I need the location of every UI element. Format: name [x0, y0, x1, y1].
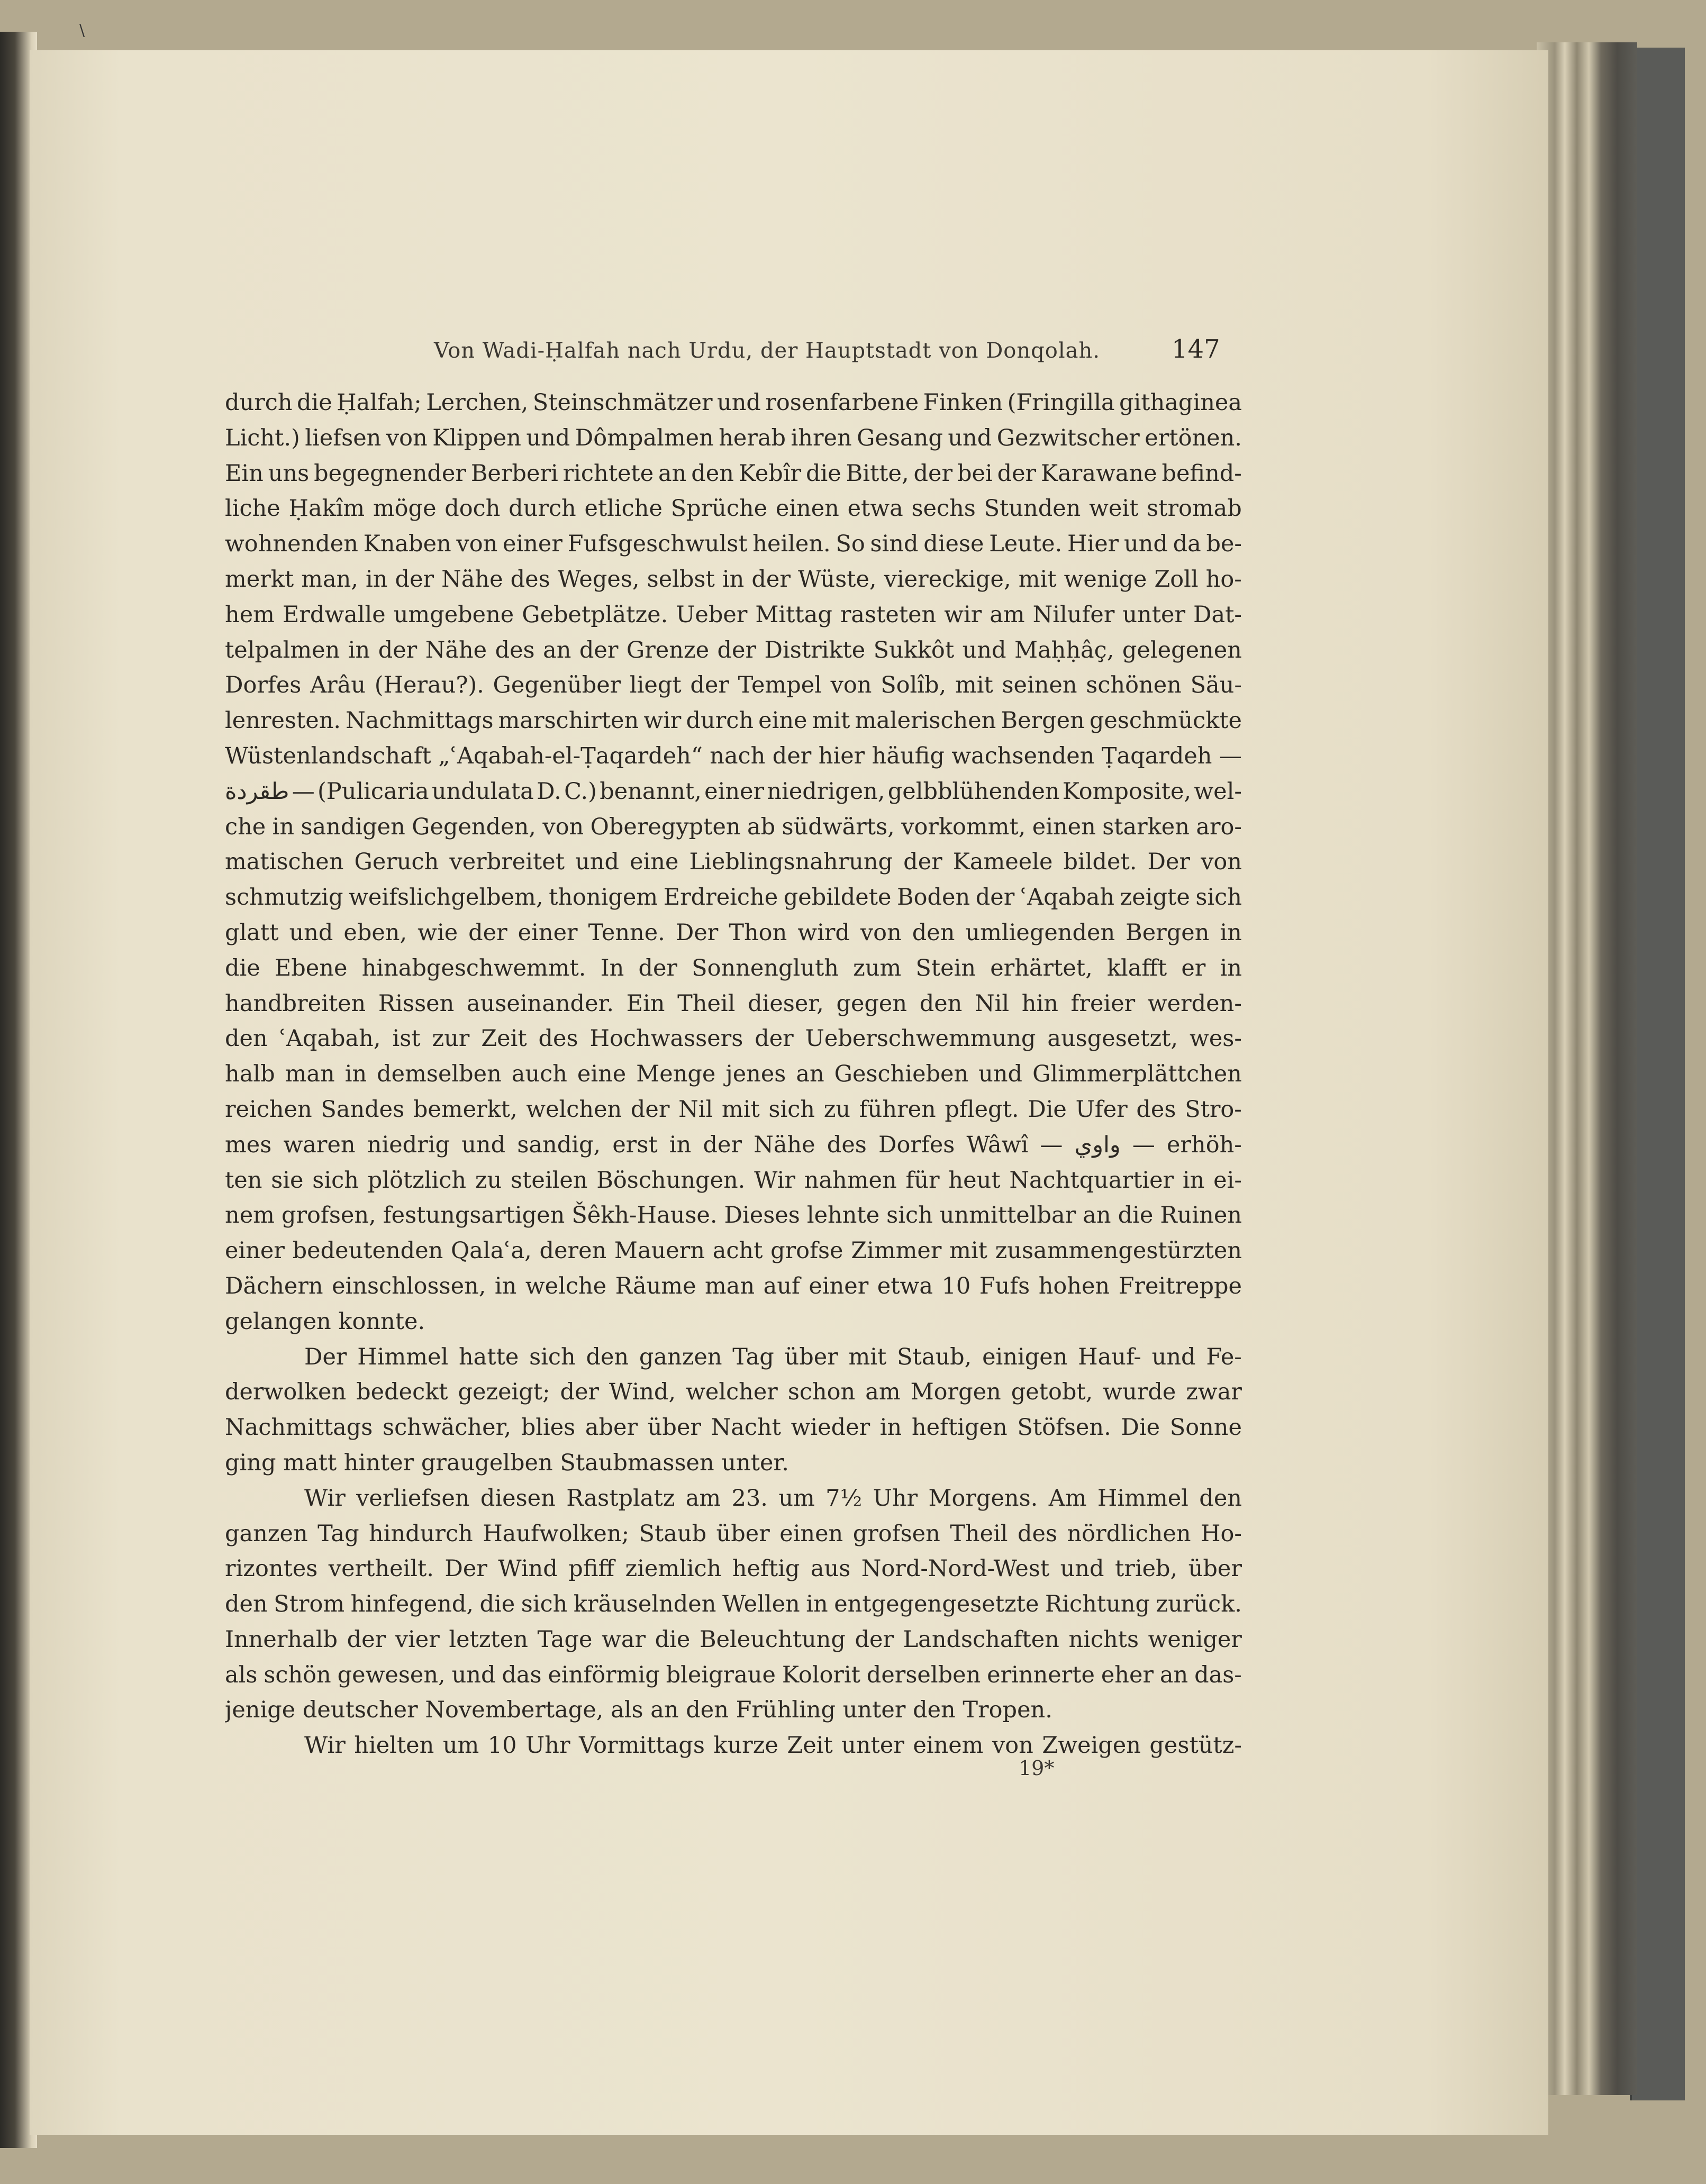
text-line: derwolken bedeckt gezeigt; der Wind, welcher schon am Morgen getobt, wurde zwar	[225, 1379, 1242, 1406]
text-line: halb man in demselben auch eine Menge jenes an Geschieben und Glimmerplättchen	[225, 1061, 1242, 1088]
text-line: als schön gewesen, und das einförmig bleigraue Kolorit derselben erinnerte eher an das-	[225, 1661, 1242, 1688]
text-line: reichen Sandes bemerkt, welchen der Nil mit sich zu führen pflegt. Die Ufer des Stro-	[225, 1096, 1242, 1123]
book-cover-edge	[1630, 48, 1685, 2100]
text-line: jenige deutscher Novembertage, als an den Frühling unter den Tropen.	[225, 1697, 1052, 1724]
text-line: Wir verliefsen diesen Rastplatz am 23. um 7½ Uhr Morgens. Am Himmel den	[304, 1485, 1242, 1512]
page-stack-edge	[1537, 42, 1637, 2095]
text-line: den ʿAqabah, ist zur Zeit des Hochwassers der Ueberschwemmung ausgesetzt, wes-	[225, 1025, 1242, 1052]
body-text	[225, 385, 1242, 1763]
text-line: Licht.) liefsen von Klippen und Dômpalmen herab ihren Gesang und Gezwitscher ertönen.	[225, 424, 1242, 451]
scan-mark: \	[79, 21, 85, 40]
text-line: Dorfes Arâu (Herau?). Gegenüber liegt der Tempel von Solîb, mit seinen schönen Säu-	[225, 672, 1242, 699]
text-line: einer bedeutenden Qalaʿa, deren Mauern acht grofse Zimmer mit zusammengestürzten	[225, 1237, 1242, 1264]
text-line: die Ebene hinabgeschwemmt. In der Sonnengluth zum Stein erhärtet, klafft er in	[225, 954, 1242, 981]
text-line: Wir hielten um 10 Uhr Vormittags kurze Zeit unter einem von Zweigen gestütz-	[304, 1732, 1242, 1759]
text-line: hem Erdwalle umgebene Gebetplätze. Ueber Mittag rasteten wir am Nilufer unter Dat-	[225, 601, 1242, 628]
text-line: handbreiten Rissen auseinander. Ein Theil dieser, gegen den Nil hin freier werden-	[225, 990, 1242, 1017]
text-line: merkt man, in der Nähe des Weges, selbst in der Wüste, viereckige, mit wenige Zoll ho-	[225, 566, 1242, 593]
text-line: ging matt hinter graugelben Staubmassen unter.	[225, 1449, 789, 1476]
text-line: طقردة — (Pulicaria undulata D. C.) benannt, einer niedrigen, gelbblühenden Komposite, wel-	[225, 778, 1242, 805]
text-line: ganzen Tag hindurch Haufwolken; Staub über einen grofsen Theil des nördlichen Ho-	[225, 1520, 1242, 1547]
signature-mark: 19*	[1019, 1757, 1055, 1780]
text-line: ten sie sich plötzlich zu steilen Böschungen. Wir nahmen für heut Nachtquartier in ei-	[225, 1167, 1242, 1194]
text-line: Nachmittags schwächer, blies aber über Nacht wieder in heftigen Stöfsen. Die Sonne	[225, 1414, 1242, 1441]
text-line: Wüstenlandschaft „ʿAqabah-el-Ṭaqardeh“ nach der hier häufig wachsenden Ṭaqardeh —	[225, 742, 1242, 769]
text-line: matischen Geruch verbreitet und eine Lieblingsnahrung der Kameele bildet. Der von	[225, 849, 1242, 876]
running-head: Von Wadi-Ḥalfah nach Urdu, der Hauptstadt von Donqolah.	[434, 339, 1100, 363]
text-line: nem grofsen, festungsartigen Šêkh-Hause. Dieses lehnte sich unmittelbar an die Ruinen	[225, 1202, 1242, 1229]
text-line: glatt und eben, wie der einer Tenne. Der Thon wird von den umliegenden Bergen in	[225, 919, 1242, 946]
text-line: liche Ḥakîm möge doch durch etliche Sprüche einen etwa sechs Stunden weit stromab	[225, 495, 1242, 522]
text-line: durch die Ḥalfah; Lerchen, Steinschmätzer und rosenfarbene Finken (Fringilla githaginea	[225, 389, 1242, 416]
text-line: den Strom hinfegend, die sich kräuselnden Wellen in entgegengesetzte Richtung zurück.	[225, 1591, 1242, 1618]
text-line: Innerhalb der vier letzten Tage war die Beleuchtung der Landschaften nichts weniger	[225, 1626, 1242, 1653]
text-line: mes waren niedrig und sandig, erst in der Nähe des Dorfes Wâwî — واوي — erhöh-	[225, 1131, 1242, 1158]
text-line: lenresten. Nachmittags marschirten wir durch eine mit malerischen Bergen geschmückte	[225, 707, 1242, 734]
text-line: gelangen konnte.	[225, 1308, 425, 1335]
text-line: wohnenden Knaben von einer Fufsgeschwulst heilen. So sind diese Leute. Hier und da be-	[225, 531, 1242, 558]
text-line: telpalmen in der Nähe des an der Grenze der Distrikte Sukkôt und Maḥḥâç, gelegenen	[225, 636, 1242, 663]
text-line: schmutzig weifslichgelbem, thonigem Erdreiche gebildete Boden der ʿAqabah zeigte sich	[225, 884, 1242, 911]
text-line: che in sandigen Gegenden, von Oberegypten ab südwärts, vorkommt, einen starken aro-	[225, 813, 1242, 840]
page-number: 147	[1172, 334, 1220, 364]
text-line: Ein uns begegnender Berberi richtete an den Kebîr die Bitte, der bei der Karawane befind-	[225, 460, 1242, 487]
text-line: rizontes vertheilt. Der Wind pfiff ziemlich heftig aus Nord-Nord-West und trieb, über	[225, 1555, 1242, 1582]
text-line: Der Himmel hatte sich den ganzen Tag über mit Staub, einigen Hauf- und Fe-	[304, 1343, 1242, 1370]
text-line: Dächern einschlossen, in welche Räume man auf einer etwa 10 Fufs hohen Freitreppe	[225, 1272, 1242, 1299]
